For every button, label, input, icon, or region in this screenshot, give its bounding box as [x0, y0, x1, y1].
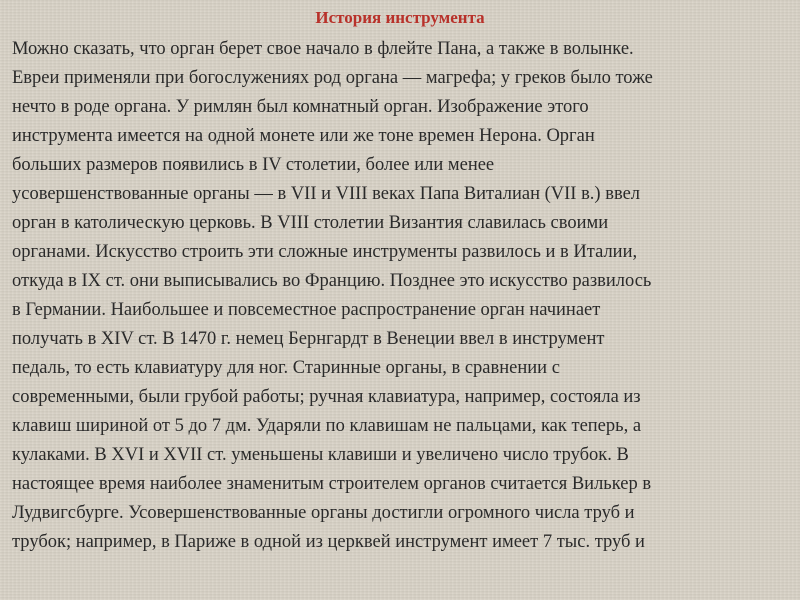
text-line: настоящее время наиболее знаменитым строителем органов считается Вилькер в [12, 474, 652, 494]
text-line: больших размеров появились в IV столетии, более или менее [12, 155, 495, 175]
text-line: откуда в IX ст. они выписывались во Францию. Позднее это искусство развилось [12, 271, 652, 291]
text-line: усовершенствованные органы — в VII и VIII веках Папа Виталиан (VII в.) ввел [12, 184, 641, 204]
text-line: Можно сказать, что орган берет свое начало в флейте Пана, а также в волынке. [12, 39, 634, 59]
text-line: трубок; например, в Париже в одной из церквей инструмент имеет 7 тыс. труб и [12, 532, 645, 552]
text-line: клавиш шириной от 5 до 7 дм. Ударяли по клавишам не пальцами, как теперь, а [12, 416, 642, 436]
text-line: Евреи применяли при богослужениях род органа — магрефа; у греков было тоже [12, 68, 653, 88]
text-line: получать в XIV ст. В 1470 г. немец Бернгардт в Венеции ввел в инструмент [12, 329, 605, 349]
text-line: Лудвигсбурге. Усовершенствованные органы достигли огромного числа труб и [12, 503, 635, 523]
slide-title: История инструмента [315, 8, 485, 27]
slide-body-text [12, 35, 790, 557]
text-line: орган в католическую церковь. В VIII столетии Византия славилась своими [12, 213, 609, 233]
text-line: современными, были грубой работы; ручная клавиатура, например, состояла из [12, 387, 641, 407]
text-line: нечто в роде органа. У римлян был комнатный орган. Изображение этого [12, 97, 589, 117]
text-line: кулаками. В XVI и XVII ст. уменьшены клавиши и увеличено число трубок. В [12, 445, 629, 465]
text-line: инструмента имеется на одной монете или же тоне времен Нерона. Орган [12, 126, 595, 146]
text-line: органами. Искусство строить эти сложные инструменты развилось и в Италии, [12, 242, 638, 262]
text-line: в Германии. Наибольшее и повсеместное распространение орган начинает [12, 300, 601, 320]
text-line: педаль, то есть клавиатуру для ног. Старинные органы, в сравнении с [12, 358, 560, 378]
